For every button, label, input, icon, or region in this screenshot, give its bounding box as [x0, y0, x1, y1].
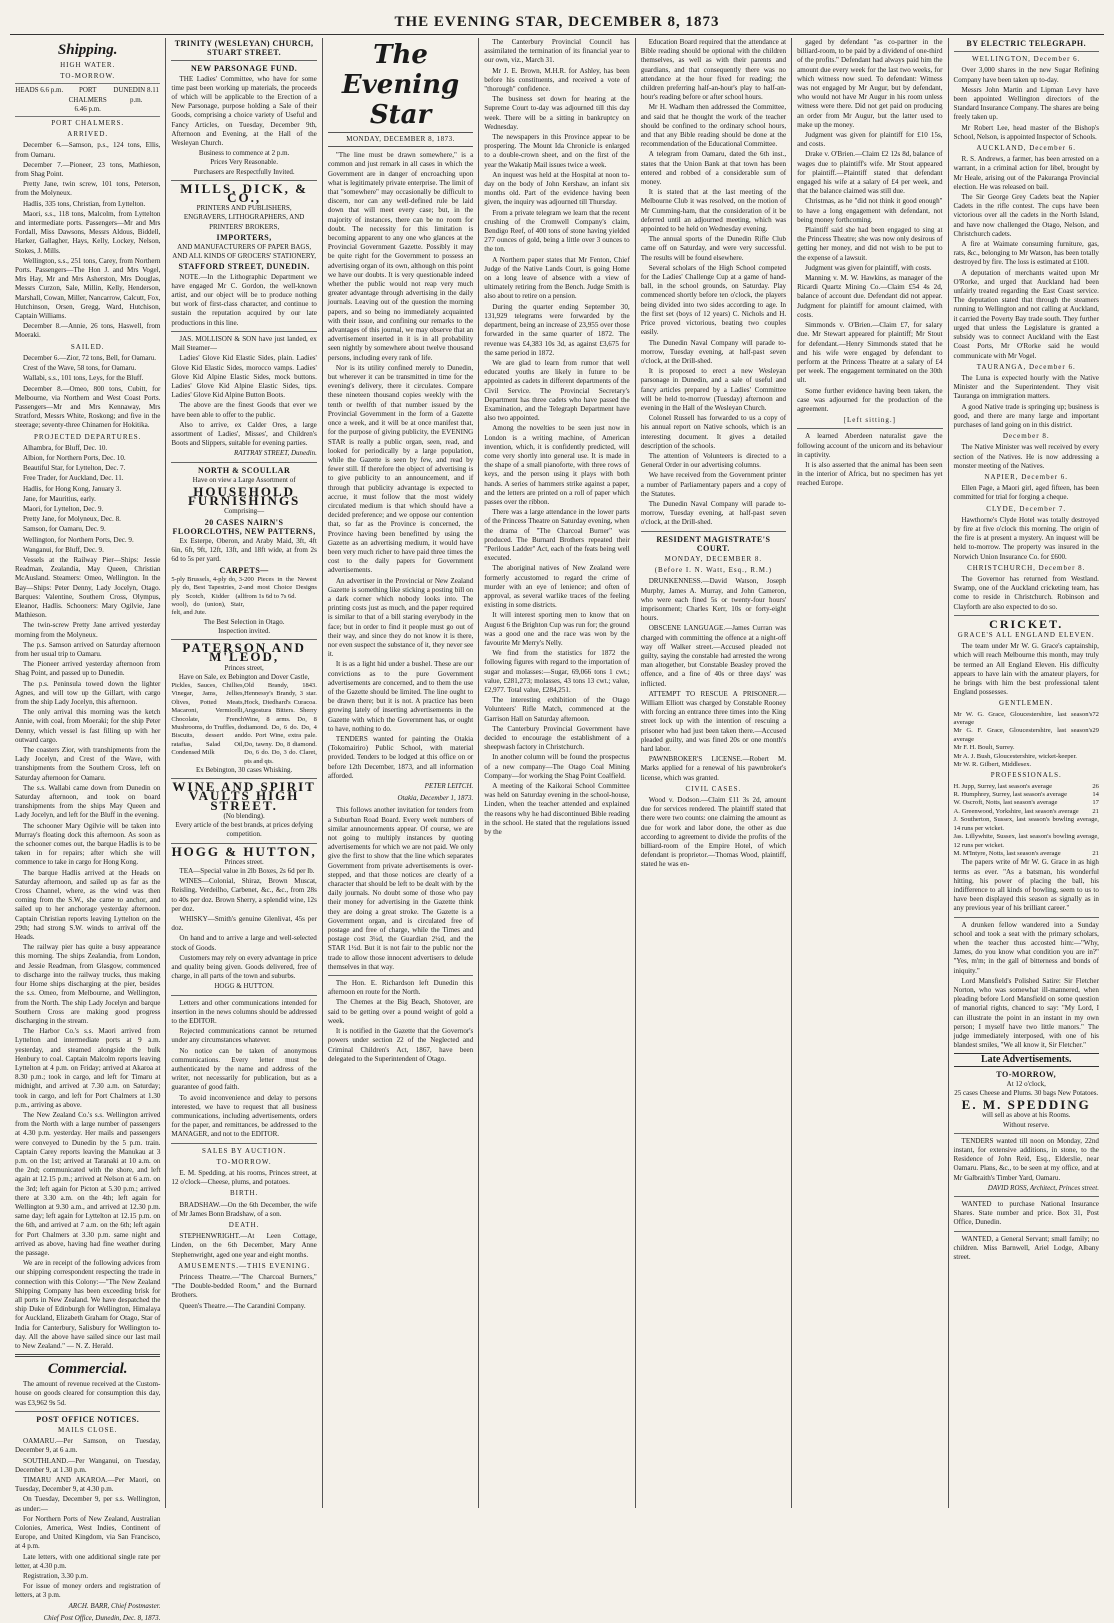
paragraph: The Dunedin Naval Company will parade to-morrow, Tuesday evening, at half-past seven o'clock, at the Drill-shed.	[640, 338, 787, 365]
paragraph: The Harbor Co.'s s.s. Maori arrived from Lyttelton and intermediate ports at 9 a.m. yesterday, and steamed alongside the bulk Henbury to coal. Captain Malcolm reports leaving Lyttelton at 4 p.m. on Friday; arrived at Akaroa at 8.30 p.m.; took in cargo, and left for Timaru at midnight, and arrived at 7.30 a.m. on Saturday; took in cargo, and left for Port Chalmers at 1.30 p.m., arriving as above.	[15, 1027, 161, 1109]
paragraph: Mr J. E. Brown, M.H.R. for Ashley, has been before his constituents, and received a vote of "thorough" confidence.	[484, 66, 630, 94]
paragraph: It is notified in the Gazette that the Governor's powers under section 22 of the Neglected and Criminal Children's Act, 1867, have been delegated to the Superintendent of Otago.	[327, 1027, 474, 1063]
paragraph: DRUNKENNESS.—David Watson, Joseph Murphy, James A. Murray, and John Cameron, who were each fined 5s or twenty-four hours' imprisonment; Charles Kerr, 10s or forty-eight hours.	[640, 577, 787, 623]
paragraph: OBSCENE LANGUAGE.—James Curran was charged with committing the offence at a night-off way off Walker street.—Accused pleaded not guilty, saying the constable had arrested the wrong man altogether, but Constable Beasley proved the offence, and a fine of 40s or three days' was inflicted.	[640, 624, 787, 688]
carpet-list	[171, 576, 316, 618]
ad-line: The Best Selection in Otago.	[203, 617, 285, 626]
paragraph: WANTED, a General Servant; small family; no children. Miss Barnwell, Ariel Lodge, Albany street.	[953, 1234, 1099, 1262]
paragraph: A deputation of merchants waited upon Mr O'Rorke, and urged that Auckland had been unfairly treated regarding the East Coast service. The deputation stated that through the steamers running to Wellington and not calling at Auckland, it carried the Poverty Bay trade south. They further urged that unless the Legislature is granted a subsidy was to connect Auckland with the East Coast Ports, Mr O'Rorke said he would communicate with Mr Vogel.	[953, 268, 1099, 360]
paragraph: Christmas, as he "did not think it good enough" to have a long engagement with defendant, not being money forthcoming.	[797, 197, 943, 224]
magistrates-court-heading: RESIDENT MAGISTRATE'S COURT.	[656, 534, 771, 553]
paragraph: From a private telegram we learn that the recent crushing of the Cromwell Company's claim, Bendigo Reef, of 400 tons of stone having yielded 277 ounces of gold, being a little over 3 ounces to the ton.	[484, 208, 630, 254]
paragraph: We have received from the Government printer a number of Parliamentary papers and a copy of the Statutes.	[640, 471, 787, 498]
paragraph: Hadlis, 335 tons, Christian, from Lyttelton.	[23, 199, 146, 208]
post-office-location: Chief Post Office, Dunedin, Dec. 8, 1873.	[43, 1613, 161, 1622]
left-sitting: [Left sitting.]	[843, 416, 896, 425]
paragraph: TIMARU AND AKAROA.—Per Maori, on Tuesday, December 9, at 4.30 p.m.	[15, 1476, 161, 1494]
paragraph: A Northern paper states that Mr Fenton, Chief Judge of the Native Lands Court, is going Home on a long leave of absence with a view of ultimately retiring from the Bench. Judge Smith is also about to retire on a pension.	[484, 255, 630, 301]
player-name: M. M'Intyre, Notts, last season's average	[953, 849, 1061, 857]
carpets-heading: CARPETS—	[219, 565, 269, 575]
paragraph: R. S. Andrews, a farmer, has been arrested on a warrant, in a criminal action for libel, brought by Mr Heale, arising out of the Pakuranga Provincial election. He was released on bail.	[953, 155, 1099, 191]
divider	[954, 51, 1099, 52]
player-name: Jas. Lillywhite, Sussex, last season's bowling average, 12 runs per wicket.	[953, 833, 1099, 849]
paragraph: The p.s. Samson arrived on Saturday afternoon from her usual trip to Oamaru.	[15, 640, 161, 658]
paragraph: Pretty Jane, for Molyneux, Dec. 8.	[23, 515, 121, 524]
household-heading: HOUSEHOLD FURNISHINGS	[187, 483, 301, 509]
paragraph: Simmonds v. O'Brien.—Claim £7, for salary due. Mr Stewart appeared for plaintiff; Mr Stout for defendant.—Henry Simmonds stated that he and his wife were engaged by defendant to perform at the Princess Theatre at a salary of £4 per week. The engagement terminated on the 30th ult.	[797, 321, 943, 385]
paragraph: Ellen Page, a Maori girl, aged fifteen, has been committed for trial for forging a cheque.	[953, 484, 1099, 502]
mails-close-heading: MAILS CLOSE.	[57, 1426, 118, 1435]
tender-location: Otakia, December 1, 1873.	[397, 794, 474, 803]
ad-line: Comprising—	[224, 507, 265, 516]
sales-heading: SALES BY AUCTION.	[202, 1146, 287, 1155]
paragraph: WHISKY—Smith's genuine Glenlivat, 45s per doz.	[171, 914, 317, 933]
paragraph: Princess Theatre.—"The Charcoal Burners," "The Double-bedded Room," and the Burnard Brothers.	[171, 1273, 317, 1300]
column-news-court	[636, 38, 792, 1508]
paragraph: Pretty Jane, twin screw, 101 tons, Peterson, from the Molyneux.	[15, 180, 161, 198]
column-court-continued	[792, 38, 948, 1508]
paragraph: TENDERS wanted till noon on Monday, 22nd instant, for extensive additions, in stone, to the Residence of John Reid, Esq., Elderslie, near Oamaru. Plans, &c., to be seen at my office, and at Mr Galbraith's Timber Yard, Oamaru.	[953, 1136, 1099, 1182]
dateline-place: CHRISTCHURCH, December 8.	[967, 563, 1086, 572]
tomorrow-label: TO-MORROW.	[60, 72, 116, 81]
cricket-heading: CRICKET.	[989, 616, 1064, 631]
ad-line: 20 CASES NAIRN'S FLOORCLOTHS, NEW PATTERNS,	[172, 517, 316, 536]
birth-heading: BIRTH.	[229, 1189, 259, 1198]
court-before: (Before I. N. Watt, Esq., R.M.)	[654, 566, 773, 575]
paragraph: We find from the statistics for 1872 the following figures with regard to the importation of sugar and molasses:—Sugar, 69,066 tons 1 cwt.; value, £281,273; molasses, 43 tons 13 cwt.; value, £2,977. Total value, £284,251.	[484, 649, 630, 695]
paragraph: Lord Mansfield's Polished Satire: Sir Fletcher Norton, who was somewhat ill-mannered, when pleading before Lord Mansfield on some question of manorial rights, chanced to say: "My Lord, I can illustrate the point in an instant in my own person; I myself have two little manors." The judge immediately interposed, with one of his blandest smiles, "We all know it, Sir Fletcher."	[953, 976, 1099, 1050]
player-average: 29	[1092, 727, 1099, 735]
paragraph: Ex Esterpe, Oberon, and Araby Maid, 3ft, 4ft 6in, 6ft, 9ft, 12ft, 13ft, and 18ft wide, at from 2s 6d to 5s per yard.	[171, 536, 317, 564]
ad-line: Have on view a Large Assortment of	[192, 475, 296, 484]
court-date: MONDAY, DECEMBER 8.	[664, 554, 763, 563]
quoted-tender: TENDERS wanted for painting the Otakia (Tokomairiro) Public School, with material provided. Tenders to be lodged at this office on or before 12th December, 1873, and all information afforded.	[327, 735, 474, 780]
post-office-heading: POST OFFICE NOTICES.	[36, 1414, 140, 1424]
postmaster-signature: ARCH. BARR, Chief Postmaster.	[68, 1601, 161, 1610]
divider	[954, 615, 1099, 616]
paragraph: Crest of the Wave, 58 tons, for Oamaru.	[23, 364, 137, 373]
player-row	[954, 799, 1099, 807]
paragraph: Hawthorne's Clyde Hotel was totally destroyed by fire at five o'clock this morning. The origin of the fire is at present a mystery. An inquest will be held to-morrow. The property was insured in the Norwich Union Insurance Co. for £600.	[953, 515, 1099, 561]
paragraph: Alhambra, for Bluff, Dec. 10.	[23, 443, 108, 452]
player-row	[954, 833, 1099, 850]
columns	[10, 38, 1104, 1622]
ad-line: 25 cases Cheese and Plums. 30 bags New Potatoes.	[954, 1088, 1099, 1097]
paterson-heading: PATERSON AND M'LEOD,	[182, 640, 306, 665]
paragraph: December 7.—Pioneer, 23 tons, Mathieson, from Shag Point.	[15, 160, 161, 179]
paragraph: Late letters, with one additional single rate per letter, at 4.30 p.m.	[15, 1552, 161, 1570]
paragraph: BRADSHAW.—On the 6th December, the wife of Mr James Bonn Bradshaw, of a son.	[171, 1200, 317, 1218]
player-row	[954, 850, 1099, 858]
player-name: Mr W. G. Grace, Gloucestershire, last season's average	[953, 710, 1093, 727]
gentlemen-heading: GENTLEMEN.	[998, 699, 1054, 708]
column-news	[479, 38, 635, 1508]
paragraph: In another column will be found the prospectus of a new company—The Otago Coal Mining Company—for working the Shag Point Coalfield.	[484, 753, 630, 780]
paragraph: A meeting of the Kaikorai School Committee was held on Saturday evening in the school-house, Linden, when the teacher attended and explained the reasons why he had discontinued Bible reading in the school. He stated that the regulations issued by the	[484, 782, 630, 837]
ad-line: TO-MORROW,	[996, 1069, 1057, 1079]
arrived-heading: ARRIVED.	[67, 130, 109, 139]
divider	[171, 1143, 316, 1144]
paragraph: ATTEMPT TO RESCUE A PRISONER.—William Elliott was charged by Constable Rooney with forcing an entrance three times into the King street lock up with the intention of rescuing a prisoner who had just been taken there.—Accused pleaded guilty, and was fined 20s or one month's hard labor.	[640, 689, 787, 754]
dateline: MONDAY, DECEMBER 8, 1873.	[328, 132, 473, 147]
ad-line: Have on Sale, ex Bebington and Dover Castle,	[178, 672, 310, 681]
paragraph: The newspapers in this Province appear to be prospering. The Mount Ida Chronicle is enlarged to a double-crown sheet, and on the first of the year the Wakatip Mail issues twice a week.	[484, 133, 630, 169]
paragraph: PAWNBROKER'S LICENSE.—Robert M. Marks applied for a renewal of his pawnbroker's license, which was granted.	[640, 755, 787, 782]
paragraph: The New Zealand Co.'s s.s. Wellington arrived from the North with a large number of passengers at 4.30 p.m. yesterday. Her mails and passengers were conveyed to Dunedin by the 5 p.m. train. Captain Carey reports leaving the Manukau at 3 p.m. on the 1st; arrived at Taranaki at 10 a.m. on the 2nd; communicated with the shore, and left again at 12.15 p.m.; arrived at Nelson at 6 a.m. on the 3rd; left again for Picton at 5.30 p.m.; arrived there at 3.30 a.m. on the 4th; left again for Wellington at 9.30 a.m., and arrived at 12.30 p.m. same day; left again for Lyttelton at 12.15 p.m. on the 6th, and arrived at 7 a.m. on the 6th; left again for Port Chalmers at 3.30 p.m. same night and arrived as above, having had fine weather during the passage.	[15, 1110, 161, 1257]
ad-line: Princes street,	[224, 663, 264, 672]
cricket-subheading: GRACE'S ALL ENGLAND ELEVEN.	[957, 630, 1095, 639]
divider	[954, 1133, 1099, 1134]
parsonage-heading: NEW PARSONAGE FUND.	[190, 64, 298, 74]
player-average: 14	[1092, 791, 1099, 799]
goods-right: Old Brandy, 1843. Hennessy's Brandy, 3 star. Hock, Diedhard's Curacoa. Angostura Bitters. Sherry Wine, 8 arms. Do, 8 diamond. Do, 6 do. Do, 4 do. Port Wine, extra pale. Do, tawny. Do, 8 diamond. Do, 6 do. Do, 3 do. Claret, pts and qts.	[244, 682, 317, 765]
paragraph: Mr Robert Lee, head master of the Bishop's School, Nelson, is appointed Inspector of Schools.	[953, 123, 1099, 141]
paragraph: WANTED to purchase National Insurance Shares. State number and price. Box 31, Post Office, Dunedin.	[953, 1200, 1099, 1227]
player-row	[954, 791, 1099, 799]
paragraph: Wanganui, for Bluff, Dec. 9.	[23, 545, 104, 554]
player-row	[954, 753, 1099, 761]
player-row	[954, 783, 1099, 791]
player-name: Mr A. J. Bush, Gloucestershire, wicket-keeper.	[953, 752, 1077, 760]
paragraph: The twin-screw Pretty Jane arrived yesterday morning from the Molyneux.	[15, 621, 161, 639]
paragraph: Samson, for Oamaru, Dec. 9.	[23, 525, 106, 534]
paragraph: NOTE.—In the Lithographic Department we have engaged Mr C. Gordon, the well-known artist, and our object will be to produce nothing but work of first-class character, and continue to sustain the reputation acquired by our late productions in this line.	[171, 272, 317, 327]
paragraph: Drake v. O'Brien.—Claim £2 12s 8d, balance of wages due to plaintiff's wife. Mr Stout appeared for plaintiff.—Plaintiff stated that defendant engaged his wife at a salary of £4 per week, and that the balance claimed was still due.	[797, 150, 943, 196]
paragraph: Letters and other communications intended for insertion in the news columns should be addressed to the EDITOR.	[171, 998, 317, 1025]
paragraph: There was a large attendance in the lower parts of the Princess Theatre on Saturday evening, when the drama of "The Charcoal Burner" was produced. The Burnard Brothers repeated their "Perilous Ladder" Act, each of the feats being well executed.	[484, 508, 630, 563]
paragraph: Hadlis, for Hong Kong, January 3.	[23, 484, 122, 493]
dateline-place: NAPIER, December 6.	[984, 472, 1069, 481]
paragraph: The interesting exhibition of the Otago Volunteers' Rifle Match, commenced at the Garrison Hall on Saturday afternoon.	[484, 696, 630, 723]
ad-line: Ex Bebington, 30 cases Whisking.	[195, 766, 293, 775]
paragraph: The above are the finest Goods that ever we have been able to offer to the public.	[171, 401, 317, 419]
player-name: Mr W. R. Gilbert, Middlesex.	[953, 761, 1032, 769]
ad-line: At 12 o'clock,	[1006, 1079, 1046, 1088]
paragraph: Messrs John Martin and Lipman Levy have been appointed Wellington directors of the Standard Insurance Company. The shares are being freely taken up.	[953, 85, 1099, 122]
paragraph: Albion, for Northern Ports, Dec. 10.	[23, 453, 126, 462]
paragraph: The schooner Mary Ogilvie will be taken into Murray's floating dock this afternoon. As soon as the schooner comes out, the barque Hadlis is to be taken in for repairs; after which she will commence to take in cargo for Hong Kong.	[15, 821, 161, 867]
paragraph: A good Native trade is springing up; business is good, and there are many large and important purchases of land going on in this district.	[953, 402, 1099, 429]
divider	[641, 531, 786, 532]
goods-left: Pickles, Sauces, Chillies, Vinegar, Jams, Jellies, Olives, Potted Meats, Macaroni, Vermicelli, Chocolate, French Mushrooms, do Truffles, do Biscuits, dessert and ratafias, Salad Oil, Condensed Milk	[171, 682, 245, 757]
ad-line: AND MANUFACTURERS OF PAPER BAGS, AND ALL KINDS OF GROCERS' STATIONERY,	[172, 243, 317, 261]
sales-tomorrow: TO-MORROW.	[216, 1157, 272, 1166]
player-row	[954, 711, 1099, 728]
paragraph: Wellington, s.s., 251 tons, Carey, from Northern Ports. Passengers—The Hon J. and Mrs Vogel, Mrs Hay, Mr and Mrs Asherston, Mrs Douglas, Messrs Curzon, Sale, Millin, Kelly, Henderson, Marshall, Cowan, Miller, Nancarrow, Calcutt, Fox, Hutchinson, Orsen, Gregg, Ward, Hutchison, Captain Williams.	[15, 256, 161, 321]
paragraph: Maori, s.s., 118 tons, Malcolm, from Lyttelton and intermediate ports. Passengers—Mr and Mrs Fordall, Miss Dawsons, Messrs Aldous, Biddell, Harker, Gallagher, Hays, Kelly, Lockey, Nelson, Stokes, J. Mills.	[15, 209, 161, 255]
paragraph: It is proposed to erect a new Wesleyan parsonage in Dunedin, and a sale of useful and fancy articles prepared by a Ladies' Committee will be held to-morrow (Tuesday) afternoon and evening in the Hall of the Wesleyan Church.	[640, 367, 787, 412]
ad-line: Business to commence at 2 p.m.	[198, 149, 290, 158]
paragraph: gaged by defendant "as co-partner in the billiard-room, to be paid by a dividend of one-third of the profits." Defendant had always paid him the amount due every week for the last two weeks, for which witness now sued. To defendant: Witness was not engaged by Mr Augur, but by defendant, who would not have Mr Augur in his room unless witness were there. Did not get paid on producing an order from Mr Augur, but the latter used to make up the money.	[797, 38, 943, 129]
paragraph: Jane, for Mauritius, early.	[23, 494, 96, 503]
mills-dick-heading: MILLS, DICK, & CO.,	[180, 180, 308, 206]
player-row	[954, 744, 1099, 752]
paragraph: The Chemes at the Big Beach, Shotover, are said to be getting over a pound weight of gold a week.	[327, 998, 474, 1025]
tide-heads: HEADS 6.6 p.m.	[15, 86, 64, 95]
paragraph: Education Board required that the attendance at Bible reading should be optional with the children themselves, as well as with their parents and guardians, and that consequently there was no attendance at the hour fixed for reading; the children preferring half-an-hour's play to half-an-hour's reading before or after school hours.	[640, 38, 787, 102]
masthead: THE EVENING STAR, DECEMBER 8, 1873	[394, 14, 720, 30]
port-heading: PORT CHALMERS.	[51, 119, 125, 128]
ad-line: Purchasers are Respectfully Invited.	[193, 167, 295, 176]
paragraph: On hand and to arrive a large and well-selected stock of Goods.	[171, 934, 317, 952]
player-average: 17	[1092, 799, 1099, 807]
ad-line: Prices Very Reasonable.	[210, 158, 278, 167]
ad-address: RATTRAY STREET, Dunedin.	[234, 449, 317, 458]
paragraph: For issue of money orders and registration of letters, at 3 p.m.	[15, 1582, 161, 1600]
paragraph: TEA—Special value in 2lb Boxes, 2s 6d per lb.	[179, 866, 315, 875]
paragraph: A fire at Waimate consuming furniture, gas, rats, &c., belonging to Mr Watson, has been totally destroyed by fire. The loss is estimated at £100.	[953, 240, 1099, 267]
paragraph: Maori, for Lyttelton, Dec. 9.	[23, 504, 104, 513]
north-scoullar-heading: NORTH & SCOULLAR	[198, 465, 291, 475]
telegraph-heading: BY ELECTRIC TELEGRAPH.	[966, 39, 1087, 48]
professionals-heading: PROFESSIONALS.	[990, 771, 1062, 780]
late-advertisements-heading: Late Advertisements.	[954, 1053, 1099, 1066]
dateline-place: WELLINGTON, December 6.	[972, 55, 1081, 64]
tide-port-chalmers: PORT CHALMERS 6.46 p.m.	[68, 86, 107, 113]
player-name: Mr G. F. Grace, Gloucestershire, last season's average	[953, 727, 1093, 743]
divider	[15, 1354, 160, 1357]
divider	[954, 1196, 1099, 1197]
sailed-heading: SAILED.	[70, 342, 105, 351]
ad-line: will sell as above at his Rooms.	[982, 1111, 1071, 1120]
paragraph: A drunken fellow wandered into a Sunday school and took a seat with the primary scholars, when the teacher thus accosted him:—"Why, James, do you know what condition you are in?" "Yes, m'm; in the gall of bitterness and bonds of iniquity."	[953, 920, 1099, 975]
paragraph: SOUTHLAND.—Per Wanganui, on Tuesday, December 9, at 1.30 p.m.	[15, 1456, 161, 1474]
paragraph: "The line must be drawn somewhere," is a common and just remark in all cases in which the Government are in danger of encroaching upon what is legitimately private enterprise. The limit of that "somewhere" may occasionally be difficult to discern, nor can any well-defined rule be laid down that will meet every case; but, in the majority of instances, there can be no room for doubt. The necessity for this limitation is becoming apparent to any one who glances at the Provincial Government Gazette. Possibly it may be quite right for the Government to possess an advertising organ of its own, although on this point we have our doubts. It is very questionable indeed whether the public would not reap very much greater advantage through advertising in the daily journals. Leaving out of the question the morning papers, and so being no immediately acquainted with their issue, and confining our remarks to the advantages of this journal, we may observe that an advertisement inserted in it is in all probability seen nightly by somewhere about twelve thousand persons, including every rank of life.	[327, 151, 474, 362]
ad-line: Without reserve.	[1003, 1120, 1050, 1129]
paragraph: Vessels at the Railway Pier—Ships: Jessie Readman, Zealandia, May Queen, Christian McAusland. Steamers: Omeo, Wellington. In the Bay—Ships: Peter Denny, Lady Jocelyn, Otago. Barques: Valentine, Southern Cross, Olympus, Eleanor, Hadlis. Schooners: Mary Ogilvie, Jane Mathieson.	[15, 555, 161, 620]
paragraph: Judgment was given for plaintiff, with costs.	[805, 263, 932, 272]
top-rule	[10, 34, 1104, 35]
dateline-place: TAURANGA, December 6.	[976, 362, 1076, 371]
paragraph: The Hon. E. Richardson left Dunedin this afternoon en route for the North.	[327, 979, 474, 997]
paragraph: To avoid inconvenience and delay to persons interested, we have to request that all business communications, including advertisements, orders for the paper, and remittances, be addressed to the MANAGER, and not to the EDITOR.	[171, 1093, 317, 1139]
paragraph: Manning v. M. W. Hawkins, as manager of the Ricardi Quartz Mining Co.—Claim £54 4s 2d, balance of account due. Defendant did not appear. Judgment for plaintiff for amount claimed, with costs.	[797, 274, 943, 319]
death-heading: DEATH.	[228, 1221, 260, 1230]
column-shipping	[10, 38, 166, 1622]
goods-list	[171, 682, 316, 766]
paragraph: Mr H. Wadham then addressed the Committee, and said that he thought the work of the teacher should be confined to the ordinary school hours, and that any Bible reading should be done at the recommendation of the Educational Committee.	[640, 103, 787, 149]
paragraph: Free Trader, for Auckland, Dec. 11.	[23, 474, 124, 483]
divider	[954, 917, 1099, 918]
paragraph: The Governor has returned from Westland. Swamp, one of the Auckland cricketing team, has come to reside in Christchurch. Robinson and Clayforth are also expected to do so.	[953, 574, 1099, 611]
player-name: J. Southerton, Sussex, last season's bowling average, 14 runs per wicket.	[953, 816, 1099, 832]
wine-vaults-heading: WINE AND SPIRIT VAULTS HIGH STREET.	[172, 779, 316, 813]
paragraph: It is as a light hid under a bushel. These are our convictions as to the pure Government advertisements are concerned, and to them the use of the Gazette should be limited. The line ought to be drawn there; but it is not. A practice has been growing lately of inserting advertisements in the Gazette with which the Government has, or ought to have, nothing to do.	[327, 660, 474, 733]
column-advertisements	[166, 38, 322, 1508]
paragraph: No notice can be taken of anonymous communications. Every letter must be authenticated by the name and address of the writer, not necessarily for publication, but as a guarantee of good faith.	[171, 1046, 317, 1092]
paragraph: The Canterbury Provincial Council has assimilated the termination of its financial year to our own, viz., March 31.	[484, 38, 630, 65]
player-name: Mr F. H. Boult, Surrey.	[953, 744, 1015, 752]
paragraph: Over 3,000 shares in the new Sugar Refining Company have been taken up to-day.	[953, 66, 1099, 84]
column-editorial	[323, 38, 479, 1508]
paragraph: Registration, 3.30 p.m.	[23, 1572, 89, 1581]
ad-line: STAFFORD STREET, DUNEDIN.	[178, 262, 310, 272]
paragraph: Colonel Russell has forwarded to us a copy of his annual report on Native schools, which is an interesting document. It gives a detailed description of the schools.	[640, 414, 787, 450]
carpet-designs: 200 Pieces in the Newest and most Choice Designs from 1s 6d to 7s 6d.	[244, 575, 317, 600]
player-row	[954, 727, 1099, 744]
ad-line: HOGG & HUTTON.	[214, 982, 274, 991]
player-average: 72	[1092, 710, 1099, 718]
paragraph: December 6.—Samson, p.s., 124 tons, Ellis, from Oamaru.	[15, 141, 161, 159]
paragraph: A telegram from Oamaru, dated the 6th inst., states that the Union Bank at that town has been entered and robbed of a considerable sum of money.	[640, 150, 787, 187]
paragraph: Some further evidence having been taken, the case was adjourned for the production of the agreement.	[797, 386, 943, 413]
paragraph: The papers write of Mr W. G. Grace in as high terms as ever. "As a batsman, his wonderful hitting, his power of placing the ball, his indifference to all kinds of bowling, seem to us to have been displayed this season as signally as in any previous year of his brilliant career."	[953, 858, 1099, 913]
dateline-place: CLYDE, December 7.	[986, 504, 1067, 513]
paragraph: Among the novelties to be seen just now in London is a writing machine, of American invention, which, it is confidently predicted, will come very shortly into general use. It is made in the shape of a small pianoforte, with three rows of keys, and the person using it plays with both hands. A series of hammers strike against a paper, and the letters are printed on a roll of paper which passes over the ribbon.	[484, 424, 630, 506]
paragraph: During the quarter ending September 30, 131,929 telegrams were forwarded by the department, being an increase of 23,955 over those forwarded in the same quarter of 1872. The revenue was £4,383 10s 3d, as against £3,675 for the same period in 1872.	[484, 302, 630, 357]
ad-line: IMPORTERS,	[216, 232, 272, 242]
divider	[171, 60, 316, 61]
player-row	[954, 761, 1099, 769]
player-row	[954, 816, 1099, 833]
tide-table	[15, 83, 160, 117]
paragraph: This follows another invitation for tenders from a Suburban Road Board. Every week numbers of similar announcements appear. Of course, we are not going to multiply instances by quoting advertisements for which we are not paid. We only give the first to show that the line which separates Government from private advertisements is over-stepped, and that those notices are clearly of a character that should be left to be dealt with by the daily journals. No doubt some of those who pay their money for advertising in the Gazette think they are doing a great stroke. The Gazette is a Government organ, and is circulated free of postage and free of charge, while the Times and postage cost 3¼d, the Guardian 2¼d, and the STAR 1½d. But it is not fair to the public nor the trade to allow those innocent advertisers to delude themselves in that way.	[327, 806, 474, 971]
paragraph: The business set down for hearing at the Supreme Court to-day was adjourned till this day week. There will be a sitting in bankruptcy on Wednesday.	[484, 95, 630, 131]
paragraph: The Dunedin Naval Company will parade to-morrow, Tuesday evening, at half-past seven o'clock, at the Drill-shed.	[640, 499, 787, 527]
paragraph: We are in receipt of the following advices from our shipping correspondent respecting the trade in connection with this Colony:—"The New Zealand Shipping Company has been exceeding brisk for all ports in New Zealand. We have despatched the ship Duke of Edinburgh for Wellington, Himalaya for Auckland, Elizabeth Graham for Otago, Star of India for Canterbury, Salisbury for Wellington to-day. All the above have sailed since our last mail to New Zealand." — N. Z. Herald.	[15, 1259, 161, 1351]
paragraph: THE Ladies' Committee, who have for some time past been working up materials, the proceeds of which will be applicable to the Erection of a New Parsonage, purpose holding a Sale of their Goods, comprising a choice variety of Useful and Fancy Articles, on Tuesday, December 9th, Afternoon and Evening, at the Hall of the Wesleyan Church.	[171, 74, 317, 148]
divider	[328, 975, 473, 976]
paragraph: A learned Aberdeen naturalist gave the following account of the unicorn and its behaviour in captivity.	[797, 432, 943, 459]
paragraph: Rejected communications cannot be returned under any circumstances whatever.	[171, 1027, 317, 1045]
civil-cases-heading: CIVIL CASES.	[685, 784, 742, 793]
paragraph: Plaintiff said she had been engaged to sing at the Princess Theatre; she was now only desirous of getting her money, and did not wish to be put to the expense of a lawsuit.	[797, 226, 943, 262]
paragraph: JAS. MOLLISON & SON have just landed, ex Mail Steamer—	[171, 334, 317, 353]
player-name: H. Jupp, Surrey, last season's average	[953, 782, 1053, 790]
ad-line: Every article of the best brands, at prices defying competition.	[175, 821, 313, 839]
paragraph: The coasters Zior, with transhipments from the Lady Jocelyn, and Crest of the Wave, with transhipments from the Southern Cross, left on Saturday afternoon for Oamaru.	[15, 746, 161, 782]
amusements-heading: AMUSEMENTS.—THIS EVENING.	[178, 1261, 311, 1270]
projected-heading: PROJECTED DEPARTURES.	[33, 432, 142, 441]
paragraph: Ladies' Glove Kid Elastic Sides, plain. Ladies' Glove Kid Elastic Sides, morocco vamps. Ladies' Glove Kid Alpine Elastic Sides, mock buttons. Ladies' Glove Kid Alpine Elastic Sides, tips. Ladies' Glove Kid Alpine Button Boots.	[171, 354, 317, 400]
paragraph: The Luna is expected hourly with the Native Minister and the Superintendent. They visit Tauranga on immigration matters.	[953, 373, 1099, 401]
paragraph: OAMARU.—Per Samson, on Tuesday, December 9, at 6 a.m.	[15, 1437, 161, 1455]
paragraph: Wellington, for Northern Ports, Dec. 9.	[23, 535, 134, 544]
architect-signature: DAVID ROSS, Architect, Princes street.	[987, 1183, 1099, 1192]
paragraph: Judgment was given for plaintiff for £10 15s, and costs.	[797, 131, 943, 149]
paragraph: Customers may rely on every advantage in price and quality being given. Goods delivered, free of charge, in all parts of the town and suburbs.	[171, 953, 317, 981]
tender-signature: PETER LEITCH.	[424, 782, 474, 791]
ad-line: Princes street.	[224, 857, 264, 866]
hogg-hutton-heading: HOGG & HUTTON,	[171, 843, 317, 859]
paragraph: We are glad to learn from rumor that well educated youths are likely in future to be appointed as cadets in different departments of the Civil Service. The Provincial Secretary's Department has three cadets who have passed the Examination, and the Telegraph Department have also two appointed.	[484, 358, 630, 423]
paragraph: STEPHENWRIGHT.—At Leen Cottage, Linden, on the 6th December, Mary Anne Stephenwright, aged one year and eight months.	[171, 1232, 317, 1259]
player-average: 21	[1092, 849, 1099, 857]
paragraph: Wallabi, s.s., 101 tons, Leys, for the Bluff.	[23, 374, 144, 383]
paragraph: The railway pier has quite a busy appearance this morning. The ships Zealandia, from London, and Jessie Readman, from Glasgow, commenced to discharge into the railway trucks, thus making four Home ships discharging at the pier, besides the s.s. Omeo, from Melbourne, and Wellington, from the North. The ship Lady Jocelyn and barque Southern Cross are making good progress discharging in the stream.	[15, 943, 161, 1025]
divider	[171, 331, 316, 332]
divider	[954, 1231, 1099, 1232]
paragraph: Nor is its utility confined merely to Dunedin, but wherever it can be transmitted in time for the evening's delivery, there it circulates. Compare these nineteen thousand copies weekly with the tenth or twelfth of that number issued by the Provincial Government in the form of a Gazette once a week, and it will be at once manifest that, for the purpose of giving publicity, the EVENING STAR is really a public organ, seen, read, and looked for periodically by a large population, while the Gazette is seen by few, and read by fewer still. If therefore the object of advertising is to give publicity to an announcement, and if through that publicity advantage is expected to accrue, it must follow that the most widely circulated medium is that which should have a decided preference; and we oppose our contention that, so far as the Province is concerned, the Province having been benefitted by using the Gazette as an advertising medium, it would have been very much richer to have paid three times the cost to the daily papers for Government advertisements.	[327, 363, 474, 575]
paragraph: The annual sports of the Dunedin Rifle Club came off on Saturday, and were very successful. The results will be found elsewhere.	[640, 235, 787, 262]
divider	[171, 995, 316, 996]
paragraph: The team under Mr W. G. Grace's captainship, which will reach Melbourne this month, may truly be termed an All England Eleven. His difficulty appears to have lain with the amateur players, for he brings with him the best professional talent England possesses.	[953, 642, 1099, 697]
church-heading: TRINITY (WESLEYAN) CHURCH, STUART STREET.	[174, 39, 314, 58]
shipping-heading: Shipping.	[57, 42, 118, 58]
paragraph: For Northern Ports of New Zealand, Australian Colonies, America, West Indies, Continent of Europe, and United Kingdom, via San Francisco, at 4 p.m.	[15, 1514, 161, 1551]
column-telegraph	[949, 38, 1104, 1508]
paragraph: It will interest sporting men to know that on August 6 the Brighton Cup was run for; the ground was a good one and the race was won by the favourite Mr Merry's Nelly.	[484, 611, 630, 647]
paragraph: An advertiser in the Provincial or New Zealand Gazette is something like sticking a posting bill on a dark corner which nobody looks into. The printing costs just as much, and the paper required is similar to that of a bill staring everybody in the face; but in order to find it people must go out of their way, and since they do not know it is there, nor even suspect the substance of it, they never see it.	[327, 576, 474, 659]
paragraph: The only arrival this morning was the ketch Annie, with coal, from Moeraki; for the ship Peter Denny, which vessel is fast filling up with her outward cargo.	[15, 708, 161, 744]
high-water-heading: HIGH WATER.	[60, 61, 116, 69]
ad-line: ENGRAVERS, LITHOGRAPHERS, AND PRINTERS' BROKERS,	[183, 213, 305, 231]
paragraph: Several scholars of the High School competed for the Ladies' Challenge Cup at a game of hand-ball, in the school grounds, on Saturday. Play commenced shortly before ten o'clock, the players being divided into two sides according to age. In the first set (boys of 12 years) C. Nichols and H. Price proved victorious, beating two couples easily.	[640, 263, 787, 337]
divider	[171, 462, 316, 463]
player-average: 21	[1092, 807, 1099, 815]
paragraph: The attention of Volunteers is directed to a General Order in our advertising columns.	[640, 451, 787, 470]
ad-line: (No blending).	[223, 811, 265, 820]
paragraph: It is also asserted that the animal has been seen in the interior of Africa, but no specimen has yet reached Europe.	[797, 460, 943, 488]
paragraph: The Pioneer arrived yesterday afternoon from Shag Point, and passed up to Dunedin.	[15, 660, 161, 678]
divider	[15, 1411, 160, 1412]
dateline-place: AUCKLAND, December 6.	[976, 144, 1077, 153]
paragraph: The amount of revenue received at the Custom-house on goods cleared for consumption this day, was £3,962 9s 5d.	[15, 1380, 161, 1407]
tide-dunedin: DUNEDIN 8.11 p.m.	[113, 86, 159, 104]
player-row	[954, 808, 1099, 816]
paragraph: December 6.—Zior, 72 tons, Bell, for Oamaru.	[23, 353, 157, 362]
paragraph: WINES—Colonial, Shiraz, Brown Muscat, Reisling, Verdeilho, Carbenet, &c., &c., from 28s to 40s per doz. Brown Sherry, a splendid wine, 12s per doz.	[171, 877, 317, 913]
paragraph: Queen's Theatre.—The Carandini Company.	[179, 1301, 306, 1310]
paragraph: The barque Hadlis arrived at the Heads on Saturday afternoon, and sailed up as far as the Cross Channel, where, as the wind was then coming from the S.W., she came to anchor, and sailed up to her anchorage yesterday afternoon. Captain Christian reports leaving Lyttelton on the 29th; had strong S.W. winds to arrival off the Heads.	[15, 868, 161, 942]
player-name: R. Humphrey, Surrey, last season's average	[953, 791, 1068, 799]
paragraph: Beautiful Star, for Lyttelton, Dec. 7.	[23, 464, 126, 473]
paragraph: Also to arrive, ex Calder Ores, a large assortment of Ladies', Misses', and Children's Boots and Slippers, suitable for evening parties.	[171, 420, 317, 448]
ad-line: Inspection invited.	[218, 627, 271, 635]
paragraph: The Canterbury Provincial Government have decided to encourage the establishment of a sheepwash factory in Christchurch.	[484, 724, 630, 752]
paragraph: The Native Minister was well received by every section of the Natives. He is now addressing a monster meeting of the Natives.	[953, 443, 1099, 470]
ad-line: PRINTERS AND PUBLISHERS,	[196, 204, 292, 213]
paragraph: On Tuesday, December 9, per s.s. Wellington, as under:—	[15, 1495, 161, 1513]
paragraph: The s.s. Wallabi came down from Dunedin on Saturday afternoon, and took on board transhipments from the ships May Queen and Lady Jocelyn, and left for the Bluff in the evening.	[15, 783, 161, 820]
paragraph: The Sir George Grey Cadets beat the Napier Cadets in the rifle contest. The cups have been victorious over all the cadets in the North Island, and have now challenged the Otago, Nelson, and Christchurch cadets.	[953, 193, 1099, 238]
nameplate: The Evening Star	[341, 40, 460, 130]
paragraph: The p.s. Peninsula towed down the lighter Agnes, and will tow up the Gillart, with cargo from the ship Lady Jocelyn, this afternoon.	[15, 679, 161, 706]
player-name: A. Greenwood, Yorkshire, last season's average	[953, 807, 1079, 815]
divider	[797, 428, 942, 429]
spedding-heading: E. M. SPEDDING	[961, 1097, 1091, 1113]
paragraph: December 8.—Omeo, 800 tons, Cubitt, for Melbourne, via Northern and West Coast Ports. Passengers—Mr and Mrs Kennaway, Mrs Stratford, Messrs White, Roskong; and five in the steerage; seventy-three Chinamen for Hokitika.	[15, 384, 161, 430]
commercial-heading: Commercial.	[47, 1361, 128, 1378]
paragraph: Wood v. Dodson.—Claim £11 3s 2d, amount due for services rendered. The plaintiff stated that there were two counts: one claiming the amount as due for work and labor done, the other as due according to agreement to divide the profits of the billiard-room of the Empire Hotel, of which defendant is proprietor.—Thomas Wood, plaintiff, stated he was en-	[640, 796, 787, 869]
dateline-place: December 8.	[1002, 432, 1050, 441]
carpet-types: 5-ply Brussels, 4-ply do, 3-ply do, Best Tapestries, 2-ply Scotch, Kidder (all wool), do (union), Stair, felt, and Jute.	[171, 575, 245, 617]
player-name: W. Oscroft, Notts, last season's average	[953, 799, 1058, 807]
paragraph: The aboriginal natives of New Zealand were formerly accustomed to regard the crime of murder with an eye of lenience; and often of approval, as several warlike traces of the feeling existing in some districts.	[484, 564, 630, 610]
paragraph: December 8.—Annie, 26 tons, Haswell, from Moeraki.	[15, 322, 161, 340]
player-average: 26	[1092, 782, 1099, 790]
paragraph: E. M. Spedding, at his rooms, Princes street, at 12 o'clock—Cheese, plums, and potatoes.	[171, 1169, 317, 1187]
paragraph: An inquest was held at the Hospital at noon to-day on the body of John Kershaw, an infant six months old. Part of the evidence having been given, the inquiry was adjourned till Thursday.	[484, 170, 630, 207]
paragraph: It is stated that at the last meeting of the Melbourne Club it was resolved, on the motion of Mr Cumming-ham, that the consideration of it be deferred until an adjourned meeting, which was appointed to be held on Wednesday evening.	[640, 188, 787, 234]
